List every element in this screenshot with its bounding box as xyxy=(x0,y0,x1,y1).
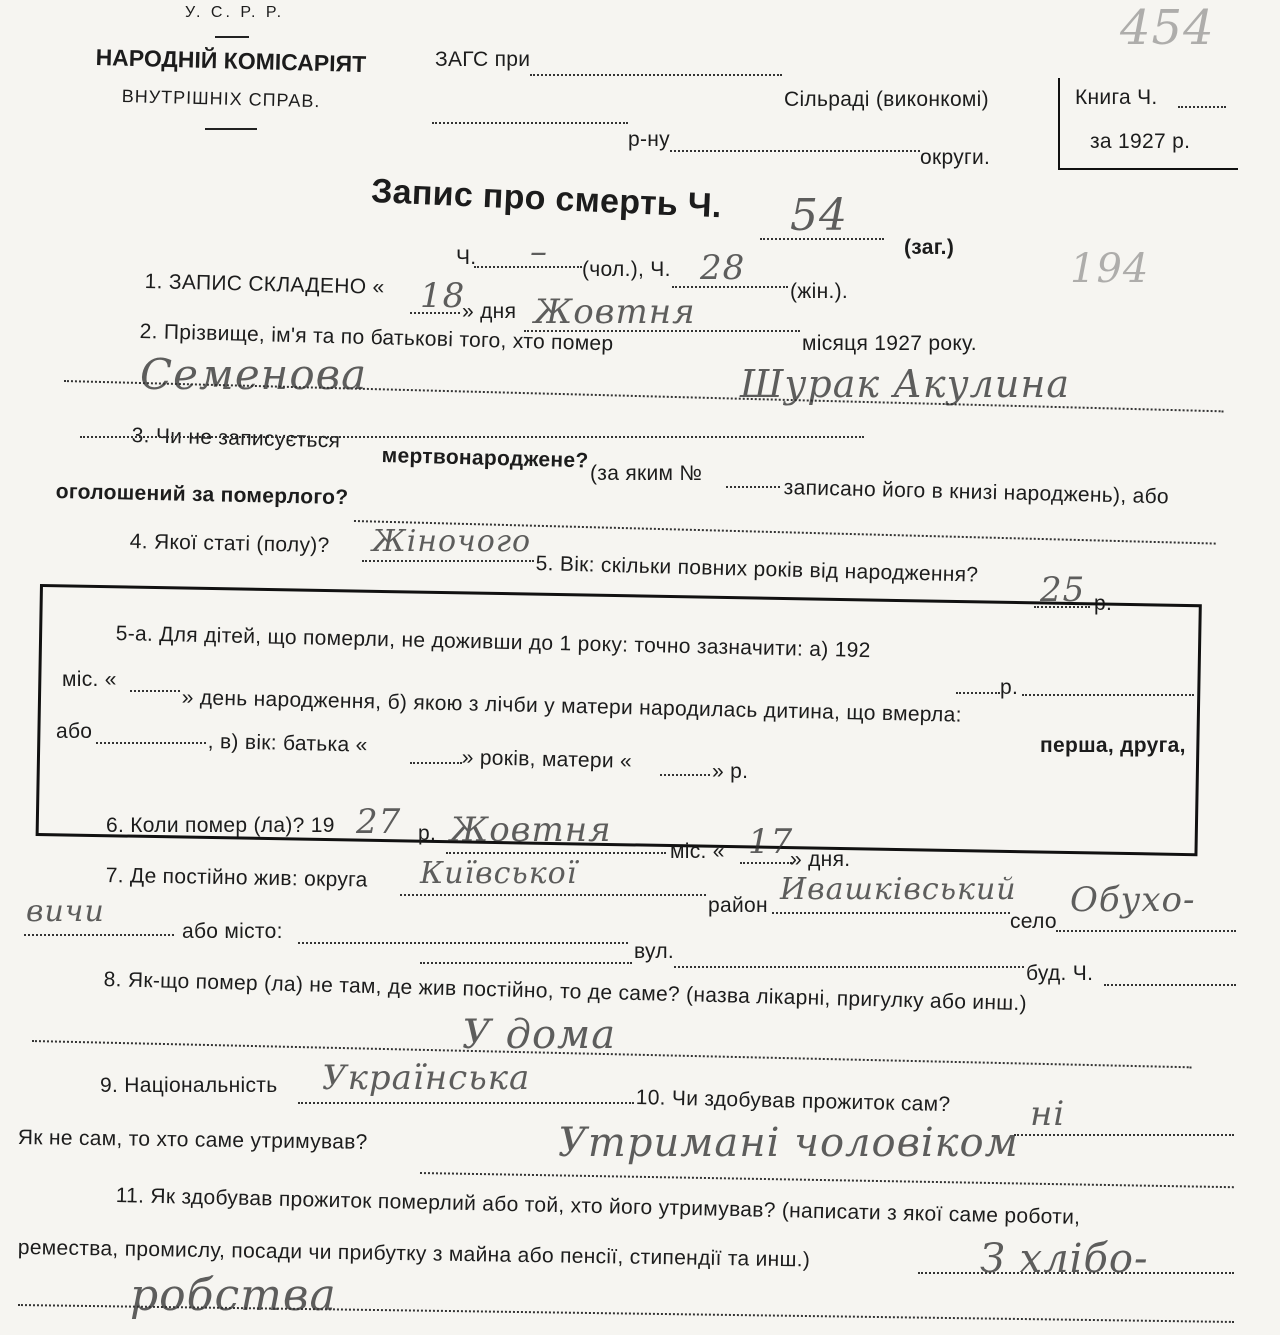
header-rule-top xyxy=(215,36,249,38)
field5a-line1-end: р. xyxy=(1000,676,1019,699)
book-label: Книга Ч. xyxy=(1075,86,1158,109)
field5a-month-field[interactable] xyxy=(130,690,180,692)
field9-line[interactable] xyxy=(298,1102,634,1104)
field3-number-label: (за яким № xyxy=(590,462,703,485)
field7-cont-line[interactable] xyxy=(24,934,174,936)
field7-okruga-line[interactable] xyxy=(400,894,706,896)
field10-line[interactable] xyxy=(1014,1134,1234,1136)
ch-label: Ч. xyxy=(456,246,477,269)
field1-month: Жовтня xyxy=(534,292,696,332)
field1-label: 1. ЗАПИС СКЛАДЕНО « xyxy=(144,270,385,299)
field5-label: 5. Вік: скільки повних років від народження? xyxy=(535,552,979,587)
field6-day: 17 xyxy=(748,822,794,862)
margin-note-right: 194 xyxy=(1070,246,1150,292)
book-number-field[interactable] xyxy=(1178,106,1226,108)
header-rule-bottom xyxy=(205,128,257,130)
field6-r: р. xyxy=(418,822,437,845)
republic-label: У. С. Р. Р. xyxy=(185,4,285,21)
field5a-mother-age[interactable] xyxy=(660,774,710,776)
field5a-year-field[interactable] xyxy=(956,692,1000,694)
field9-value: Українська xyxy=(322,1058,531,1098)
male-label: (чол.), Ч. xyxy=(582,258,671,281)
field5a-line1-tail[interactable] xyxy=(1022,694,1194,696)
commissariat-subtitle: ВНУТРІШНІХ СПРАВ. xyxy=(121,86,321,112)
field1-day: 18 xyxy=(420,276,466,316)
field7-vul-line[interactable] xyxy=(674,966,1024,968)
record-number-field[interactable] xyxy=(760,238,884,240)
field6-day-line[interactable] xyxy=(740,862,792,864)
field5a-month-prefix: міс. « xyxy=(62,668,117,691)
field6-month: Жовтня xyxy=(450,810,612,850)
book-year: за 1927 р. xyxy=(1090,130,1191,153)
rayon-label: р-ну xyxy=(628,128,670,151)
field1-end: місяця 1927 року. xyxy=(802,332,977,355)
field7-misto-label: або місто: xyxy=(182,920,283,943)
male-count-field[interactable] xyxy=(474,266,582,268)
field6-mis: міс. « xyxy=(670,840,725,863)
field11-value: З хлібо- xyxy=(980,1236,1149,1282)
field1-mid: » дня xyxy=(462,300,517,323)
field11-value2: робства xyxy=(130,1270,337,1321)
margin-note-top: 454 xyxy=(1120,0,1215,56)
field3-top-line[interactable] xyxy=(80,436,864,438)
field5a-or: або xyxy=(56,720,93,743)
declared-dead-label: оголошений за померлого? xyxy=(55,480,349,510)
field6-end: » дня. xyxy=(790,848,851,871)
field4-line[interactable] xyxy=(362,560,534,562)
field5a-father-age[interactable] xyxy=(410,762,462,764)
field8-label: 8. Як-що помер (ла) не там, де жив постійно, то де саме? (назва лікарні, пригулку або инш.) xyxy=(103,968,1028,1016)
field3-label: 3. Чи не записується xyxy=(131,424,341,453)
field4-value: Жіночого xyxy=(372,524,532,559)
field8-value: У дома xyxy=(462,1012,617,1058)
field7-bud-label: буд. Ч. xyxy=(1026,962,1094,985)
field7-label: 7. Де постійно жив: округа xyxy=(105,864,368,892)
field2-label: 2. Прізвище, ім'я та по батькові того, хто помер xyxy=(139,320,614,356)
field5a-end: » р. xyxy=(712,760,749,783)
field5-value: 25 xyxy=(1040,570,1086,610)
field5-unit: р. xyxy=(1094,592,1113,615)
field7-rayon: Ивашківський xyxy=(780,872,1017,907)
record-number: 54 xyxy=(790,190,848,241)
field7-bud-line[interactable] xyxy=(1104,984,1236,986)
field4-label: 4. Якої статі (полу)? xyxy=(129,530,330,558)
birth-order-options: перша, друга, xyxy=(1040,734,1186,757)
field6-label: 6. Коли помер (ла)? 19 xyxy=(106,814,335,837)
field7-selo-line[interactable] xyxy=(1056,930,1236,932)
field7-misto-line[interactable] xyxy=(298,942,628,944)
field3-end: записано його в книзі народжень), або xyxy=(783,476,1170,509)
field6-month-line[interactable] xyxy=(446,852,666,854)
field11-line-a[interactable] xyxy=(918,1272,1234,1274)
stillborn-label: мертвонароджене? xyxy=(381,444,589,473)
field11-line2: ремества, промислу, посади чи прибутку з майна або пенсії, стипендії та инш.) xyxy=(17,1236,811,1272)
book-box-left-rule xyxy=(1058,78,1060,170)
zag-label: (заг.) xyxy=(904,236,955,259)
selrada-label: Сільраді (виконкомі) xyxy=(784,88,989,111)
field2-surname: Семенова xyxy=(140,350,368,399)
female-count: 28 xyxy=(700,248,746,288)
field10-line2: Як не сам, то хто саме утримував? xyxy=(17,1126,368,1154)
field3-number-field[interactable] xyxy=(726,486,780,488)
field7-street-line[interactable] xyxy=(420,962,632,964)
field5a-mother-label: » років, матери « xyxy=(461,746,633,773)
field7-okruga: Київської xyxy=(420,856,578,891)
field10-value2: Утримані чоловіком xyxy=(558,1120,1019,1166)
field7-rayon-line[interactable] xyxy=(772,912,1010,914)
field7-selo: Обухо- xyxy=(1070,880,1196,920)
commissariat-title: НАРОДНІЙ КОМІСАРІЯТ xyxy=(95,44,367,78)
zags-prefix: ЗАГС при xyxy=(435,48,531,71)
rayon-field[interactable] xyxy=(670,150,920,152)
field2-name: Шурак Акулина xyxy=(740,362,1071,406)
field10-value: ні xyxy=(1030,1094,1066,1134)
field7-selo-cont: вичи xyxy=(26,894,105,929)
field10-line2-field[interactable] xyxy=(420,1172,1234,1188)
field9-label: 9. Національність xyxy=(100,1074,278,1097)
field5a-line1: 5-а. Для дітей, що померли, не доживши до 1 року: точно зазначити: а) 192 xyxy=(115,622,871,663)
field10-label: 10. Чи здобував прожиток сам? xyxy=(635,1086,951,1117)
book-box-bottom-rule xyxy=(1058,168,1238,170)
field7-selo-label: село xyxy=(1010,910,1057,933)
field5a-line2: » день народження, б) якою з лічби у матери народилась дитина, що вмерла: xyxy=(181,686,963,727)
field6-year: 27 xyxy=(356,802,402,842)
field7-rayon-label: район xyxy=(708,894,768,917)
female-label: (жін.). xyxy=(790,280,849,303)
field11-line1: 11. Як здобував прожиток померлий або той, хто його утримував? (написати з якої саме роботи, xyxy=(115,1184,1081,1229)
male-count: – xyxy=(530,232,548,272)
okruga-label: округи. xyxy=(920,146,991,169)
zags-line2[interactable] xyxy=(432,122,628,124)
zags-field[interactable] xyxy=(530,74,782,76)
field5a-father-label: , в) вік: батька « xyxy=(207,730,368,757)
field5a-order-field[interactable] xyxy=(96,742,206,744)
field7-vul-label: вул. xyxy=(634,940,675,963)
record-title: Запис про смерть Ч. xyxy=(370,172,723,226)
